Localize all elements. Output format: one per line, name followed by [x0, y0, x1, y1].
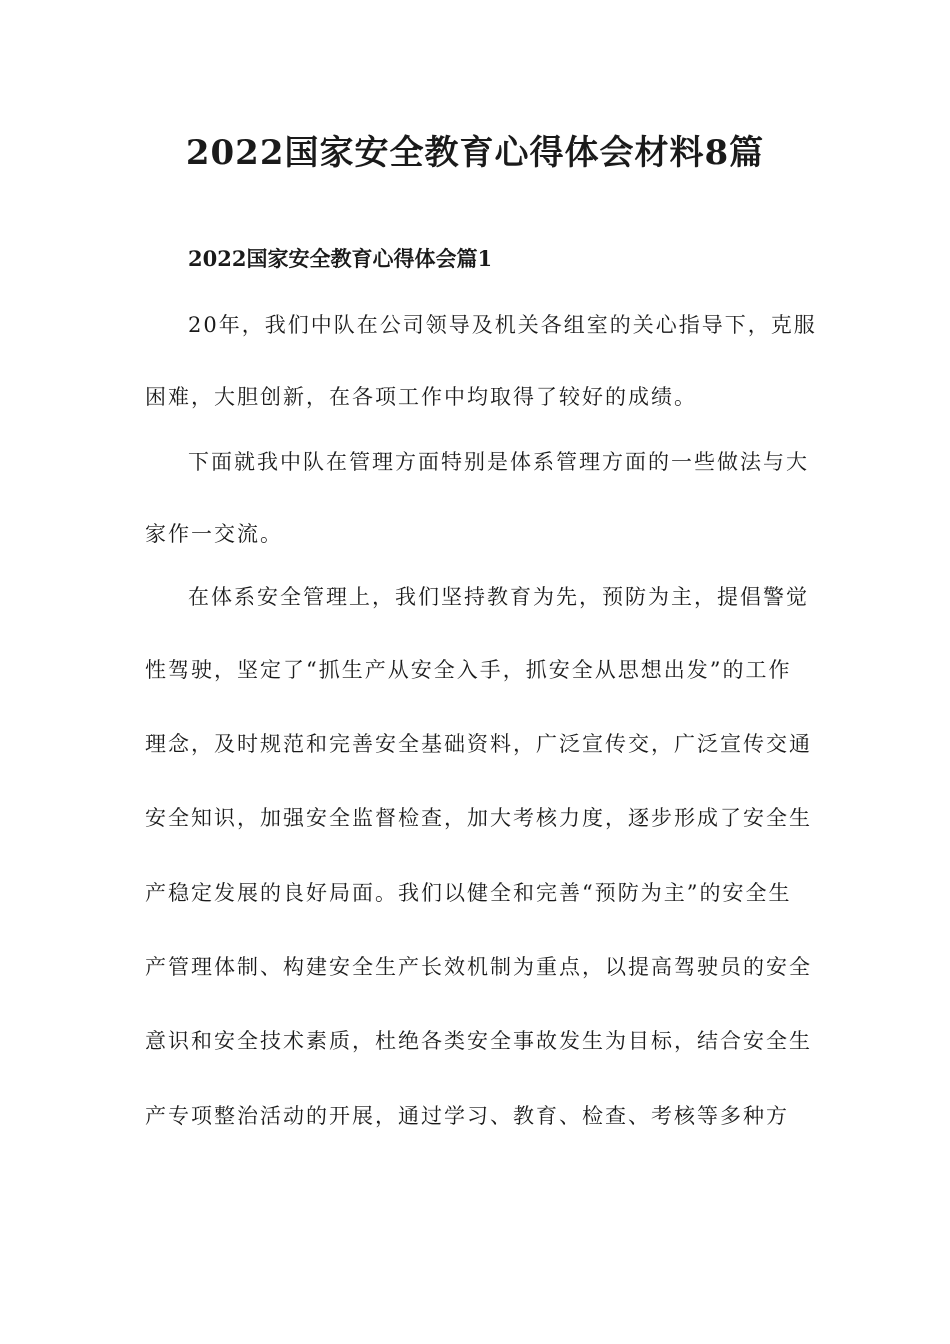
paragraph-line: 产管理体制、构建安全生产长效机制为重点，以提高驾驶员的安全 [145, 955, 812, 979]
document-title: 2022国家安全教育心得体会材料8篇 [185, 133, 765, 173]
paragraph-line: 20年，我们中队在公司领导及机关各组室的关心指导下，克服 [188, 313, 817, 337]
paragraph-line: 下面就我中队在管理方面特别是体系管理方面的一些做法与大 [188, 450, 809, 474]
paragraph-line: 意识和安全技术素质，杜绝各类安全事故发生为目标，结合安全生 [145, 1029, 812, 1053]
paragraph-line: 安全知识，加强安全监督检查，加大考核力度，逐步形成了安全生 [145, 806, 812, 830]
paragraph-line: 家作一交流。 [145, 522, 283, 546]
section-heading: 2022国家安全教育心得体会篇1 [188, 246, 493, 271]
paragraph-line: 在体系安全管理上，我们坚持教育为先，预防为主，提倡警觉 [188, 585, 809, 609]
paragraph-line: 性驾驶，坚定了“抓生产从安全入手，抓安全从思想出发”的工作 [145, 658, 792, 682]
paragraph-line: 困难，大胆创新，在各项工作中均取得了较好的成绩。 [145, 385, 697, 409]
paragraph-line: 理念，及时规范和完善安全基础资料，广泛宣传交，广泛宣传交通 [145, 732, 812, 756]
paragraph-line: 产稳定发展的良好局面。我们以健全和完善“预防为主”的安全生 [145, 881, 792, 905]
paragraph-line: 产专项整治活动的开展，通过学习、教育、检查、考核等多种方 [145, 1104, 789, 1128]
